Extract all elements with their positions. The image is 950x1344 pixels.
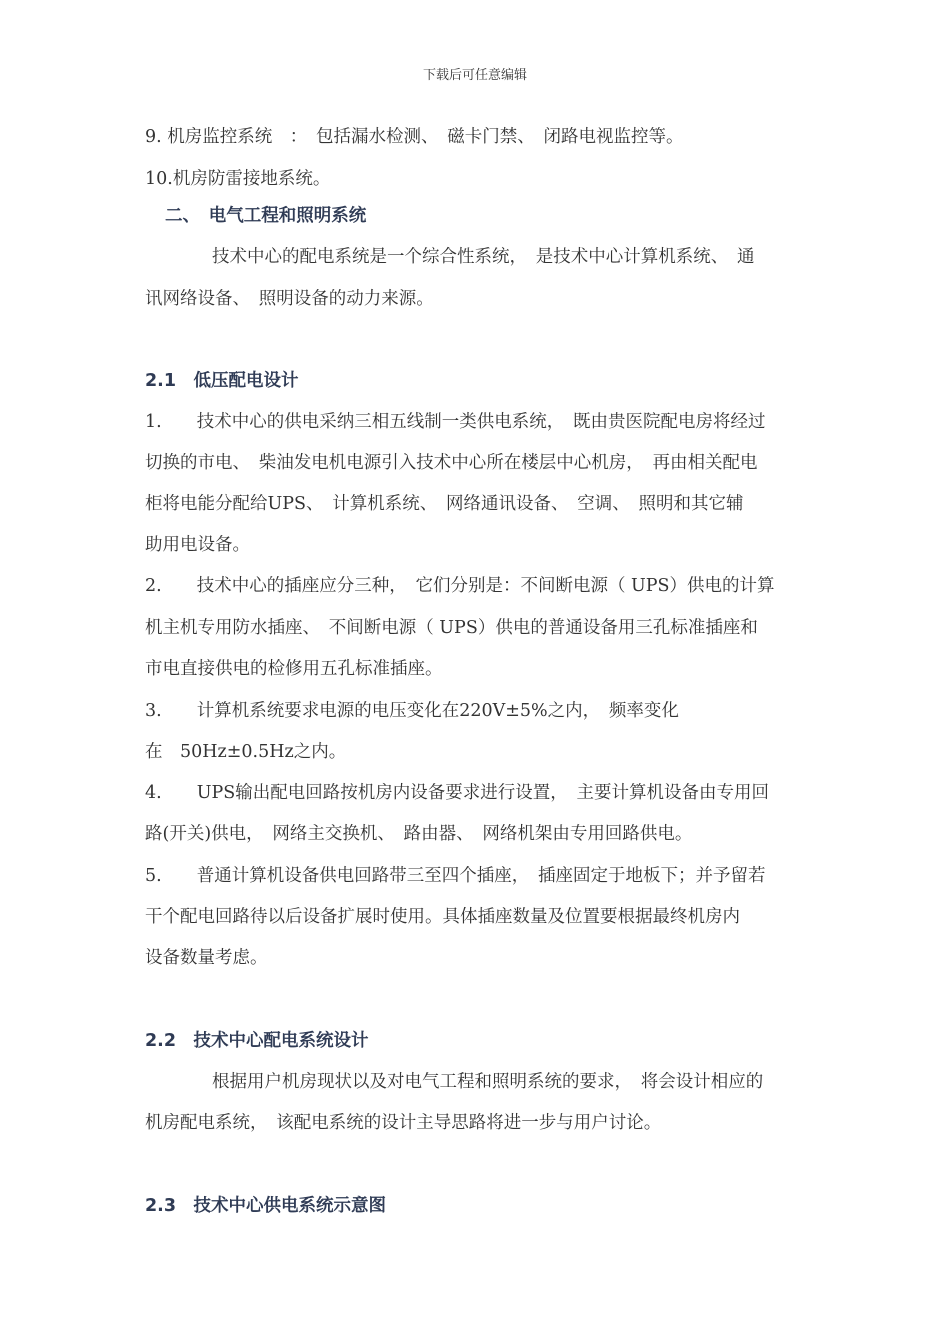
item-5-line-2: 干个配电回路待以后设备扩展时使用。具体插座数量及位置要根据最终机房内 — [145, 907, 740, 927]
item-2-line-1: 2. 技术中心的插座应分三种， 它们分别是：不间断电源（ UPS）供电的计算 — [145, 576, 775, 596]
item-9-monitoring: 9. 机房监控系统 ： 包括漏水检测、 磁卡门禁、 闭路电视监控等。 — [145, 127, 684, 147]
item-3-line-1: 3. 计算机系统要求电源的电压变化在220V±5%之内， 频率变化 — [145, 701, 679, 721]
item-5-line-1: 5. 普通计算机设备供电回路带三至四个插座， 插座固定于地板下；并予留若 — [145, 866, 766, 886]
item-10-lightning: 10.机房防雷接地系统。 — [145, 169, 331, 189]
item-5-line-3: 设备数量考虑。 — [145, 948, 268, 968]
paragraph-2-2-line-2: 机房配电系统， 该配电系统的设计主导思路将进一步与用户讨论。 — [145, 1113, 662, 1133]
section-2-heading: 二、 电气工程和照明系统 — [165, 206, 367, 226]
item-2-line-2: 机主机专用防水插座、 不间断电源（ UPS）供电的普通设备用三孔标准插座和 — [145, 618, 758, 638]
section-2-1-heading: 2.1 低压配电设计 — [145, 371, 299, 391]
item-1-line-2: 切换的市电、 柴油发电机电源引入技术中心所在楼层中心机房， 再由相关配电 — [145, 453, 758, 473]
item-1-line-1: 1. 技术中心的供电采纳三相五线制一类供电系统， 既由贵医院配电房将经过 — [145, 412, 766, 432]
item-4-line-1: 4. UPS输出配电回路按机房内设备要求进行设置， 主要计算机设备由专用回 — [145, 783, 769, 803]
page-header: 下载后可任意编辑 — [422, 68, 527, 83]
item-3-line-2: 在 50Hz±0.5Hz之内。 — [145, 742, 347, 762]
paragraph-intro-line-1: 技术中心的配电系统是一个综合性系统， 是技术中心计算机系统、 通 — [212, 247, 755, 267]
section-2-3-heading: 2.3 技术中心供电系统示意图 — [145, 1196, 387, 1216]
paragraph-intro-line-2: 讯网络设备、 照明设备的动力来源。 — [145, 289, 434, 309]
item-1-line-4: 助用电设备。 — [145, 535, 250, 555]
paragraph-2-2-line-1: 根据用户机房现状以及对电气工程和照明系统的要求， 将会设计相应的 — [212, 1072, 764, 1092]
section-2-2-heading: 2.2 技术中心配电系统设计 — [145, 1031, 369, 1051]
item-1-line-3: 柜将电能分配给UPS、 计算机系统、 网络通讯设备、 空调、 照明和其它辅 — [145, 494, 744, 514]
item-2-line-3: 市电直接供电的检修用五孔标准插座。 — [145, 659, 443, 679]
item-4-line-2: 路(开关)供电， 网络主交换机、 路由器、 网络机架由专用回路供电。 — [145, 824, 693, 844]
